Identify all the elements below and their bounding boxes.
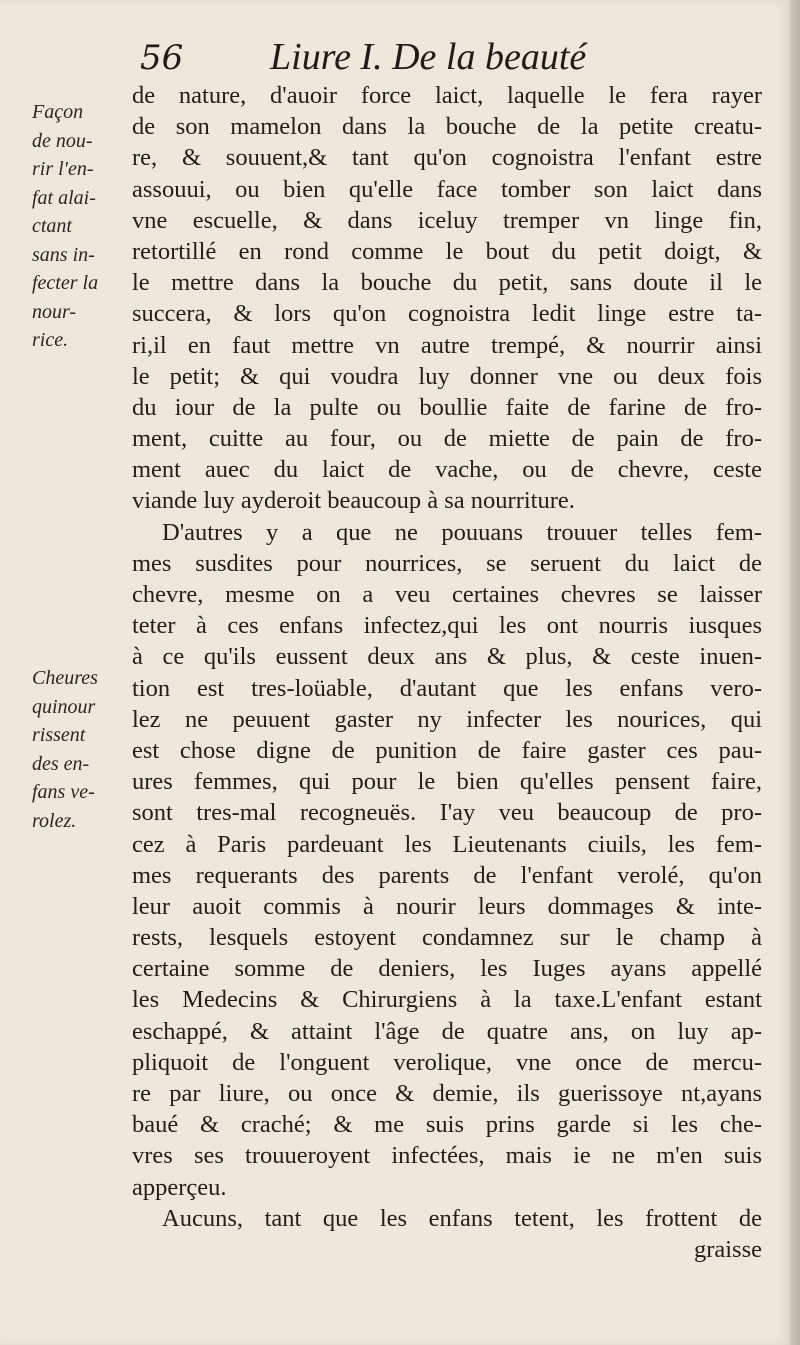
text-line: pliquoit de l'onguent verolique, vne once de mercu- xyxy=(132,1048,762,1076)
text-line: viande luy ayderoit beaucoup à sa nourriture. xyxy=(132,487,575,515)
text-line: tion est tres-loüable, d'autant que les enfans vero- xyxy=(132,674,762,702)
text-line: est chose digne de punition de faire gaster ces pau- xyxy=(132,736,762,764)
text-line: assouui, ou bien qu'elle face tomber son laict dans xyxy=(132,175,762,203)
text-line: lez ne peuuent gaster ny infecter les nourices, qui xyxy=(132,705,762,733)
text-line: certaine somme de deniers, les Iuges ayans appellé xyxy=(132,955,762,983)
margin-note-line: ctant xyxy=(32,215,72,237)
text-line: baué & craché; & me suis prins garde si les che- xyxy=(132,1111,762,1139)
page-number: 56 xyxy=(140,38,184,78)
text-line: teter à ces enfans infectez,qui les ont nourris iusques xyxy=(132,612,762,640)
text-line: cez à Paris pardeuant les Lieutenants ciuils, les fem- xyxy=(132,830,762,858)
text-line: ment, cuitte au four, ou de miette de pain de fro- xyxy=(132,425,762,453)
margin-note-line: fans ve- xyxy=(32,781,95,803)
text-line: mes requerants des parents de l'enfant verolé, qu'on xyxy=(132,861,762,889)
text-line: mes susdites pour nourrices, se seruent du laict de xyxy=(132,549,762,577)
text-line: leur auoit commis à nourir leurs dommages & inte- xyxy=(132,892,762,920)
margin-note-line: rir l'en- xyxy=(32,158,94,180)
text-line: re, & souuent,& tant qu'on cognoistra l'enfant estre xyxy=(132,144,762,172)
margin-note-line: Cheures xyxy=(32,667,98,689)
margin-note-line: de nou- xyxy=(32,129,93,152)
text-line: ures femmes, qui pour le bien qu'elles pensent faire, xyxy=(132,768,762,796)
text-line: de son mamelon dans la bouche de la petite creatu- xyxy=(132,113,762,141)
margin-note-line: sans in- xyxy=(32,243,95,266)
margin-note-line: fat alai- xyxy=(32,186,96,209)
text-line: sont tres-mal recogneuës. I'ay veu beaucoup de pro- xyxy=(132,799,762,827)
text-line: vne escuelle, & dans iceluy tremper vn linge fin, xyxy=(132,206,762,234)
margin-note-line: Façon xyxy=(32,101,84,123)
margin-note-line: nour- xyxy=(32,300,77,323)
catchword: graisse xyxy=(693,1235,762,1263)
text-line: de nature, d'auoir force laict, laquelle le fera rayer xyxy=(132,82,762,109)
text-line: apperçeu. xyxy=(132,1173,227,1201)
margin-note-nursing-method xyxy=(32,98,127,355)
text-line: le petit; & qui voudra luy donner vne ou deux fois xyxy=(132,362,762,390)
text-line: chevre, mesme on a veu certaines chevres se laisser xyxy=(132,581,762,608)
text-line: à ce qu'ils eussent deux ans & plus, & ceste inuen- xyxy=(132,643,762,671)
body-text xyxy=(132,80,762,1265)
margin-note-line: rice. xyxy=(32,329,69,351)
text-line: re par liure, ou once & demie, ils guerissoye nt,ayans xyxy=(132,1080,762,1107)
margin-note-line: quinour xyxy=(32,695,96,718)
page-header xyxy=(140,30,760,80)
text-line: D'autres y a que ne pouuans trouuer telles fem- xyxy=(162,518,762,546)
text-line: du iour de la pulte ou boullie faite de farine de fro- xyxy=(132,393,762,421)
text-line: vres ses trouueroyent infectées, mais ie ne m'en suis xyxy=(132,1142,762,1170)
text-line: Aucuns, tant que les enfans tetent, les frottent de xyxy=(162,1204,762,1232)
text-line: le mettre dans la bouche du petit, sans doute il le xyxy=(132,269,762,297)
text-line: les Medecins & Chirurgiens à la taxe.L'enfant estant xyxy=(132,986,762,1014)
margin-note-goats xyxy=(32,664,127,835)
page-edge xyxy=(790,0,800,1345)
margin-note-line: rolez. xyxy=(32,809,77,832)
text-line: ment auec du laict de vache, ou de chevre, ceste xyxy=(132,456,762,484)
text-line: ri,il en faut mettre vn autre trempé, & nourrir ainsi xyxy=(132,331,762,359)
text-line: eschappé, & attaint l'âge de quatre ans, on luy ap- xyxy=(132,1017,762,1045)
text-line: succera, & lors qu'on cognoistra ledit linge estre ta- xyxy=(132,300,762,328)
running-title: Liure I. De la beauté xyxy=(270,36,587,78)
margin-note-line: fecter la xyxy=(32,272,99,294)
text-line: retortillé en rond comme le bout du petit doigt, & xyxy=(132,237,762,265)
margin-note-line: des en- xyxy=(32,752,90,775)
margin-note-line: rissent xyxy=(32,724,86,746)
text-line: rests, lesquels estoyent condamnez sur le champ à xyxy=(132,924,762,952)
